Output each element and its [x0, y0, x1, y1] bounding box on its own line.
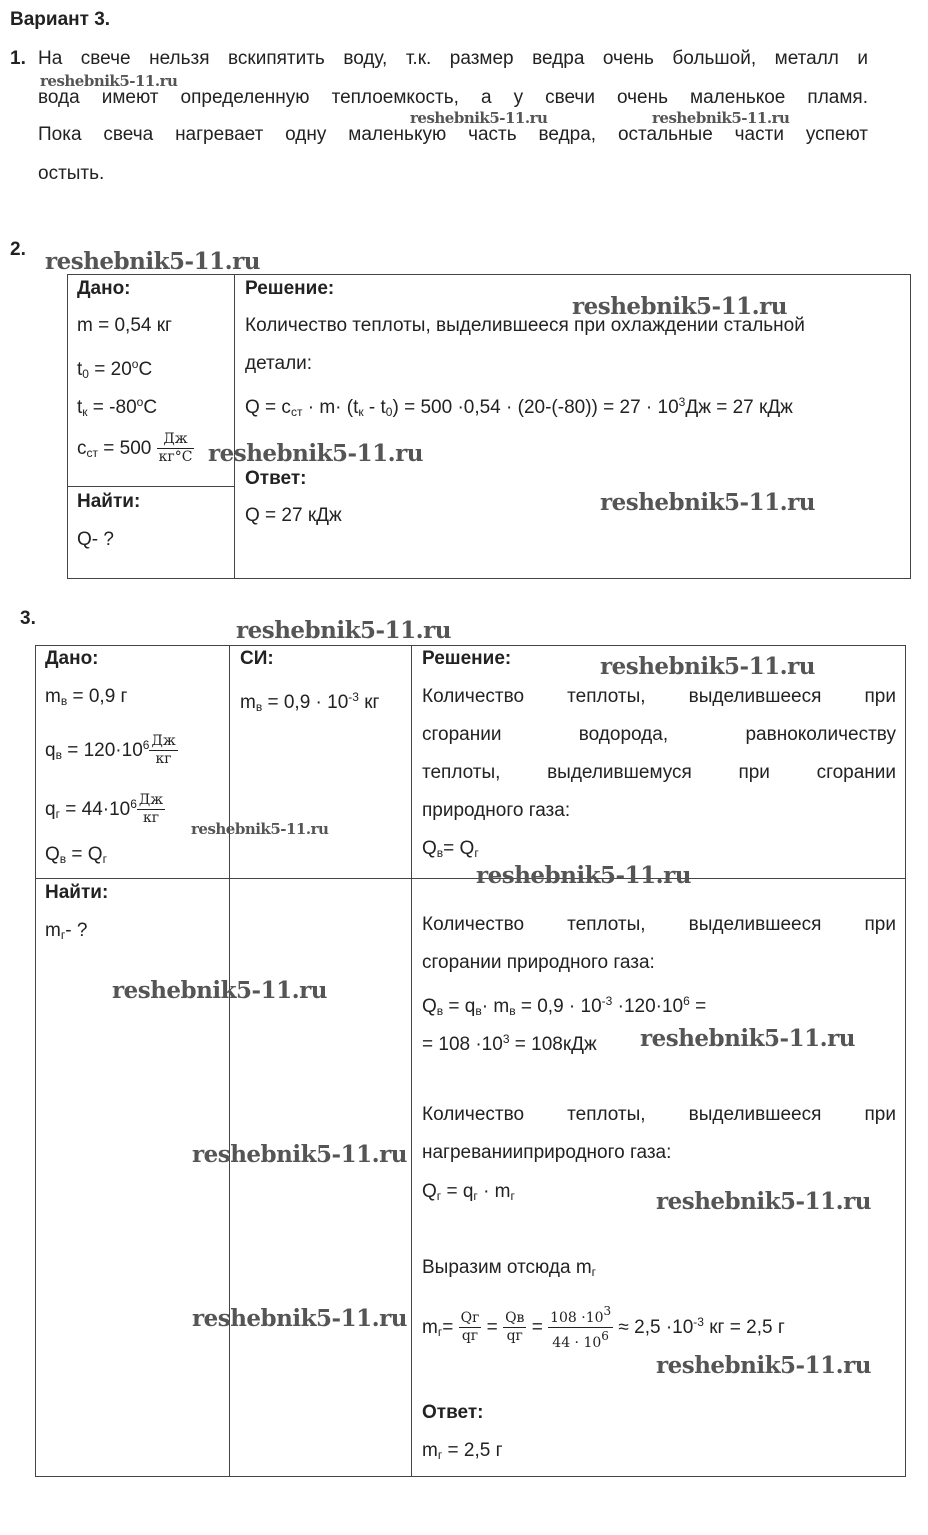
task3-unit-fraction [137, 792, 165, 827]
word: Количество [422, 914, 525, 935]
task3-given-qg: $q_г = 44\cdot 10^6$ $\frac{Дж}{кг}$ [45, 792, 164, 827]
task2-solution-header: Решение: [245, 278, 335, 299]
fraction-numerator: Qг [460, 1310, 480, 1327]
task3-express-text: Выразим отсюда m [422, 1257, 592, 1278]
fraction-numerator: Qв [505, 1310, 525, 1327]
task2-formula: $Q = c_{ст} \cdot m\cdot (t_к - t_0) = 500 \cdot 0,54 \cdot (20-(-80)) = 27 \cdot 10^3Дж = 27$ кДж [245, 395, 793, 419]
word: теплоты, [567, 914, 646, 935]
word: равноколичеству [745, 724, 896, 745]
task3-row-divider [35, 878, 906, 879]
watermark: reshebnik5-11.ru [640, 1025, 855, 1052]
word: теплоты, [567, 686, 646, 707]
task3-para2-line1 [422, 913, 896, 937]
word: теплоты, [422, 762, 501, 783]
word: при [864, 1104, 896, 1125]
watermark: reshebnik5-11.ru [192, 1305, 407, 1332]
task3-formula-qv: $Q_в = q_в\cdot m_в = 0,9 \cdot 10^{-3} \cdot 120\cdot 10^6$ = [422, 994, 707, 1018]
task3-given-equality: $Q_в = Q_г$ [45, 844, 107, 866]
fraction-Qv-qg [503, 1310, 526, 1345]
task3-column-divider-2 [411, 645, 412, 1477]
task2-given-mass: m = 0,54 кг [77, 315, 172, 336]
fraction-denominator: qг [461, 1328, 479, 1345]
word: выделившееся [688, 914, 822, 935]
task2-given-t0: $t_0 = 20^oC$ [77, 357, 153, 381]
task3-express: Выразим отсюда $m_г$ [422, 1257, 597, 1279]
task2-find-value: Q- ? [77, 529, 114, 550]
word: Количество [422, 1104, 525, 1125]
fraction-numerator: Дж [138, 792, 164, 809]
task3-para3-line1 [422, 1103, 896, 1127]
task3-column-divider-1 [229, 645, 230, 1477]
watermark: reshebnik5-11.ru [600, 653, 815, 680]
word: при [864, 686, 896, 707]
watermark: reshebnik5-11.ru [476, 862, 691, 889]
watermark: reshebnik5-11.ru [656, 1188, 871, 1215]
task2-unit-fraction [157, 431, 195, 466]
task3-para3-line2: нагреванииприродного газа: [422, 1142, 672, 1163]
task3-para1-line1 [422, 685, 896, 709]
task3-solution-header: Решение: [422, 648, 512, 669]
task3-formula-qg: $Q_г = q_г \cdot m_г$ [422, 1181, 515, 1203]
watermark: reshebnik5-11.ru [572, 293, 787, 320]
task3-si-mv: $m_в = 0,9 \cdot 10^{-3}$ кг [240, 690, 380, 714]
fraction-values: $\frac{108 \cdot 10^3}{44 \cdot 10^6}$ [550, 1304, 612, 1352]
watermark: reshebnik5-11.ru [208, 440, 423, 467]
watermark: reshebnik5-11.ru [40, 72, 178, 90]
task2-given-header: Дано: [77, 278, 131, 299]
task3-answer-value: $m_г = 2,5$ г [422, 1440, 503, 1462]
task2-given-c: $c_{ст} = 500$ $\frac{Дж}{кг^\circ C}$ [77, 431, 193, 466]
watermark: reshebnik5-11.ru [652, 109, 790, 127]
task2-answer-header: Ответ: [245, 468, 307, 489]
task3-formula-result: = $108 \cdot 10^3 = 108кДж$ [422, 1032, 597, 1055]
word: водорода, [578, 724, 669, 745]
task3-given-qv: $q_в = 120\cdot 10^6$ $\frac{Дж}{кг}$ [45, 733, 176, 768]
task1-line1: На свече нельзя вскипятить воду, т.к. размер ведра очень большой, металл и [38, 48, 868, 69]
word: выделившееся [688, 1104, 822, 1125]
task3-number: 3. [20, 608, 36, 629]
fraction-Qg-qg [459, 1310, 482, 1345]
word: при [738, 762, 770, 783]
task3-si-header: СИ: [240, 648, 274, 669]
task3-final-formula: $m_г=$ $\frac{Qг}{qг}$ = $\frac{Qв}{qг}$ = $\frac{108 \cdot 10^3}{44 \cdot 10^6}$ ≈ $2,5 \cdot 10^{-3}$ кг = 2,5 г [422, 1304, 785, 1352]
task2-solution-line1: Количество теплоты, выделившееся при охлаждении стальной [245, 315, 805, 336]
task3-find-header: Найти: [45, 882, 109, 903]
fraction-denominator: кг [142, 810, 160, 827]
task2-find-header: Найти: [77, 491, 141, 512]
fraction-numerator: Дж [157, 431, 195, 449]
fraction-denominator: кг [155, 751, 172, 768]
fraction-numerator: Дж [151, 733, 176, 750]
task2-row-divider [67, 486, 235, 487]
task3-para2-line2: сгорании природного газа: [422, 952, 655, 973]
watermark: reshebnik5-11.ru [191, 820, 329, 838]
task3-para1-line4: природного газа: [422, 800, 571, 821]
task3-given-header: Дано: [45, 648, 99, 669]
fraction-denominator: кг°C [158, 449, 193, 466]
watermark: reshebnik5-11.ru [236, 617, 451, 644]
watermark: reshebnik5-11.ru [112, 977, 327, 1004]
watermark: reshebnik5-11.ru [600, 489, 815, 516]
task3-find-value: $m_г-$ ? [45, 920, 88, 942]
fraction-numerator: 108 ·10 [550, 1310, 604, 1327]
task3-para1-line3 [422, 761, 896, 785]
watermark: reshebnik5-11.ru [656, 1352, 871, 1379]
task3-given-mv: $m_в = 0,9$ г [45, 686, 128, 708]
word: сгорании [422, 724, 502, 745]
task1-line4: остыть. [38, 163, 105, 184]
page-title: Вариант 3. [10, 9, 111, 30]
task3-answer-header: Ответ: [422, 1402, 484, 1423]
task2-solution-line2: детали: [245, 353, 313, 374]
task3-para1-line2 [422, 723, 896, 747]
word: Количество [422, 686, 525, 707]
task1-line2: вода имеют определенную теплоемкость, а у свечи очень маленькое пламя. [38, 87, 868, 108]
word: выделившееся [688, 686, 822, 707]
word: выделившемуся [547, 762, 692, 783]
fraction-denominator: qг [506, 1328, 523, 1345]
watermark: reshebnik5-11.ru [410, 109, 548, 127]
task2-column-divider [234, 274, 235, 579]
fraction-denominator: 44 · 10 [552, 1335, 602, 1352]
watermark: reshebnik5-11.ru [45, 248, 260, 275]
word: сгорании [816, 762, 896, 783]
task1-number: 1. [10, 48, 26, 69]
word: теплоты, [567, 1104, 646, 1125]
watermark: reshebnik5-11.ru [192, 1141, 407, 1168]
task3-equality: $Q_в= Q_г$ [422, 838, 479, 860]
task2-answer-value: Q = 27 кДж [245, 505, 342, 526]
task1-line3: Пока свеча нагревает одну маленькую часть ведра, остальные части успеют [38, 124, 868, 145]
task2-number: 2. [10, 239, 26, 260]
word: при [864, 914, 896, 935]
task3-unit-fraction [149, 733, 177, 768]
task2-given-tk: $t_к = -80^oC$ [77, 395, 158, 419]
